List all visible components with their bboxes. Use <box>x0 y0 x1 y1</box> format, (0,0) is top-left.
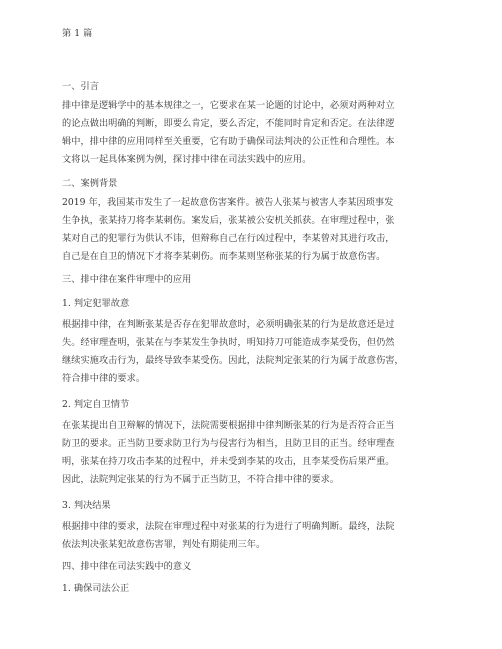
paragraph-line: 因此，法院判定张某的行为不属于正当防卫，不符合排中律的要求。 <box>62 474 340 485</box>
case-background-paragraph <box>62 194 440 266</box>
paragraph-line: 失。经审理查明，张某在与李某发生争执时，明知持刀可能造成李某受伤，但仍然 <box>62 337 395 348</box>
subheading-verdict: 3. 判决结果 <box>62 500 111 511</box>
subheading-judicial-fairness: 1. 确保司法公正 <box>62 583 130 594</box>
section-heading-significance: 四、排中律在司法实践中的意义 <box>62 561 192 572</box>
paragraph-line: 文将以一起具体案例为例，探讨排中律在司法实践中的应用。 <box>62 154 312 165</box>
paragraph-line: 自己是在自卫的情况下才将李某刺伤。而李某则坚称张某的行为属于故意伤害。 <box>62 251 386 262</box>
section-heading-application: 三、排中律在案件审理中的应用 <box>62 274 192 285</box>
paragraph-line: 继续实施攻击行为，最终导致李某受伤。因此，法院判定张某的行为属于故意伤害， <box>62 355 404 366</box>
paragraph-line: 某对自己的犯罪行为供认不讳，但辩称自己在行凶过程中，李某曾对其进行攻击， <box>62 233 395 244</box>
paragraph-line: 符合排中律的要求。 <box>62 373 146 384</box>
verdict-paragraph <box>62 518 440 554</box>
section-heading-case-background: 二、案例背景 <box>62 178 118 189</box>
paragraph-line: 辑中，排中律的应用同样至关重要，它有助于确保司法判决的公正性和合理性。本 <box>62 136 395 147</box>
part-label: 第 1 篇 <box>62 28 93 39</box>
paragraph-line: 防卫的要求。正当防卫要求防卫行为与侵害行为相当，且防卫目的正当。经审理查 <box>62 438 395 449</box>
paragraph-line: 的论点做出明确的判断，即要么肯定，要么否定，不能同时肯定和否定。在法律逻 <box>62 118 395 129</box>
paragraph-line: 2019 年，我国某市发生了一起故意伤害案件。被告人张某与被害人李某因琐事发 <box>62 197 394 208</box>
self-defense-paragraph <box>62 417 440 489</box>
paragraph-line: 在张某提出自卫辩解的情况下，法院需要根据排中律判断张某的行为是否符合正当 <box>62 420 395 431</box>
subheading-self-defense: 2. 判定自卫情节 <box>62 399 130 410</box>
paragraph-line: 根据排中律的要求，法院在审理过程中对张某的行为进行了明确判断。最终，法院 <box>62 521 395 532</box>
introduction-paragraph <box>62 97 440 169</box>
paragraph-line: 依法判决张某犯故意伤害罪，判处有期徒刑三年。 <box>62 539 266 550</box>
paragraph-line: 根据排中律，在判断张某是否存在犯罪故意时，必须明确张某的行为是故意还是过 <box>62 319 395 330</box>
paragraph-line: 明，张某在持刀攻击李某的过程中，并未受到李某的攻击，且李某受伤后果严重。 <box>62 456 395 467</box>
paragraph-line: 生争执，张某持刀将李某刺伤。案发后，张某被公安机关抓获。在审理过程中，张 <box>62 215 395 226</box>
paragraph-line: 排中律是逻辑学中的基本规律之一，它要求在某一论题的讨论中，必须对两种对立 <box>62 100 395 111</box>
section-heading-introduction: 一、引言 <box>62 81 99 92</box>
subheading-criminal-intent: 1. 判定犯罪故意 <box>62 298 130 309</box>
criminal-intent-paragraph <box>62 316 440 388</box>
